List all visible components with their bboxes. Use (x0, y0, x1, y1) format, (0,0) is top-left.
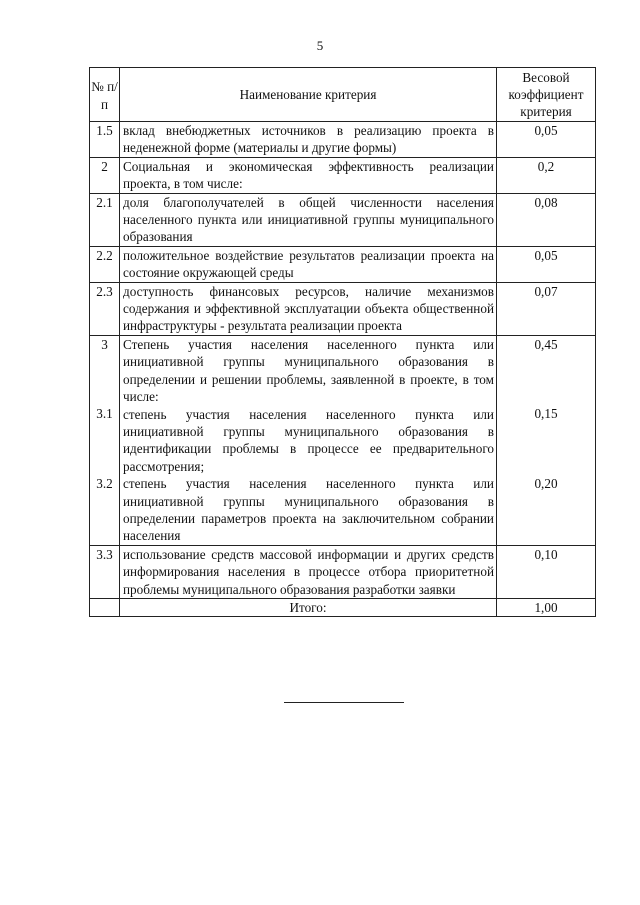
row-weight: 0,15 (534, 406, 558, 422)
table-row-group-3 (90, 335, 596, 545)
row-weight: 0,07 (497, 282, 596, 335)
row-weight: 0,45 (534, 336, 558, 352)
criteria-table (89, 67, 596, 617)
table-row (90, 193, 596, 246)
group-weights (497, 335, 596, 545)
row-weight: 0,08 (497, 193, 596, 246)
row-number: 3.1 (96, 406, 113, 422)
table-header-row (90, 68, 596, 122)
row-number: 1.5 (90, 122, 120, 158)
row-criterion (120, 193, 497, 246)
row-number: 3 (101, 336, 108, 352)
criterion-text: Социальная и экономическая эффективность реализации проекта, в том числе: (123, 158, 494, 192)
row-number: 2.1 (90, 193, 120, 246)
header-number: № п/п (90, 68, 120, 122)
row-criterion (120, 545, 497, 598)
row-weight: 0,10 (497, 545, 596, 598)
table-row (90, 545, 596, 598)
criterion-text: использование средств массовой информации и других средств информирования населения в процессе отбора приоритетной проблемы муниципального образования разработки заявки (123, 546, 494, 597)
row-number: 2.2 (90, 246, 120, 282)
row-number: 2 (90, 157, 120, 193)
row-weight: 0,05 (497, 246, 596, 282)
total-row (90, 598, 596, 616)
row-weight: 0,05 (497, 122, 596, 158)
row-weight: 0,2 (497, 157, 596, 193)
header-criterion-name: Наименование критерия (120, 68, 497, 122)
criterion-text: степень участия населения населенного пункта или инициативной группы муниципального образования в определении параметров проекта на заключительном собрании населения (123, 476, 494, 544)
table-row (90, 122, 596, 158)
total-empty-cell (90, 598, 120, 616)
row-number: 2.3 (90, 282, 120, 335)
criterion-text: доля благополучателей в общей численности населения населенного пункта или инициативной группы муниципального образования (123, 194, 494, 245)
criterion-text: доступность финансовых ресурсов, наличие механизмов содержания и эффективной эксплуатации объекта общественной инфраструктуры - результата реализации проекта (123, 283, 494, 334)
header-weight: Весовой коэффициент критерия (497, 68, 596, 122)
row-number: 3.2 (96, 476, 113, 492)
row-criterion (120, 157, 497, 193)
criterion-text: вклад внебюджетных источников в реализацию проекта в неденежной форме (материалы и другие формы) (123, 123, 494, 156)
criterion-text: положительное воздействие результатов реализации проекта на состояние окружающей среды (123, 247, 494, 281)
footer-rule (284, 702, 404, 703)
group-criteria (120, 335, 497, 545)
total-label: Итого: (120, 598, 497, 616)
criterion-text: степень участия населения населенного пункта или инициативной группы муниципального образования в идентификации проблемы в процессе ее предварительного рассмотрения; (123, 406, 494, 474)
row-criterion (120, 246, 497, 282)
criterion-text: Степень участия населения населенного пункта или инициативной группы муниципального образования в определении и решении проблемы, заявленной в проекте, в том числе: (123, 336, 494, 405)
table-row (90, 246, 596, 282)
table-row (90, 157, 596, 193)
row-weight: 0,20 (534, 476, 558, 492)
table-row (90, 282, 596, 335)
row-criterion (120, 122, 497, 158)
row-criterion (120, 282, 497, 335)
row-number: 3.3 (90, 545, 120, 598)
total-weight: 1,00 (497, 598, 596, 616)
group-numbers (90, 335, 120, 545)
page-number: 5 (316, 38, 324, 53)
